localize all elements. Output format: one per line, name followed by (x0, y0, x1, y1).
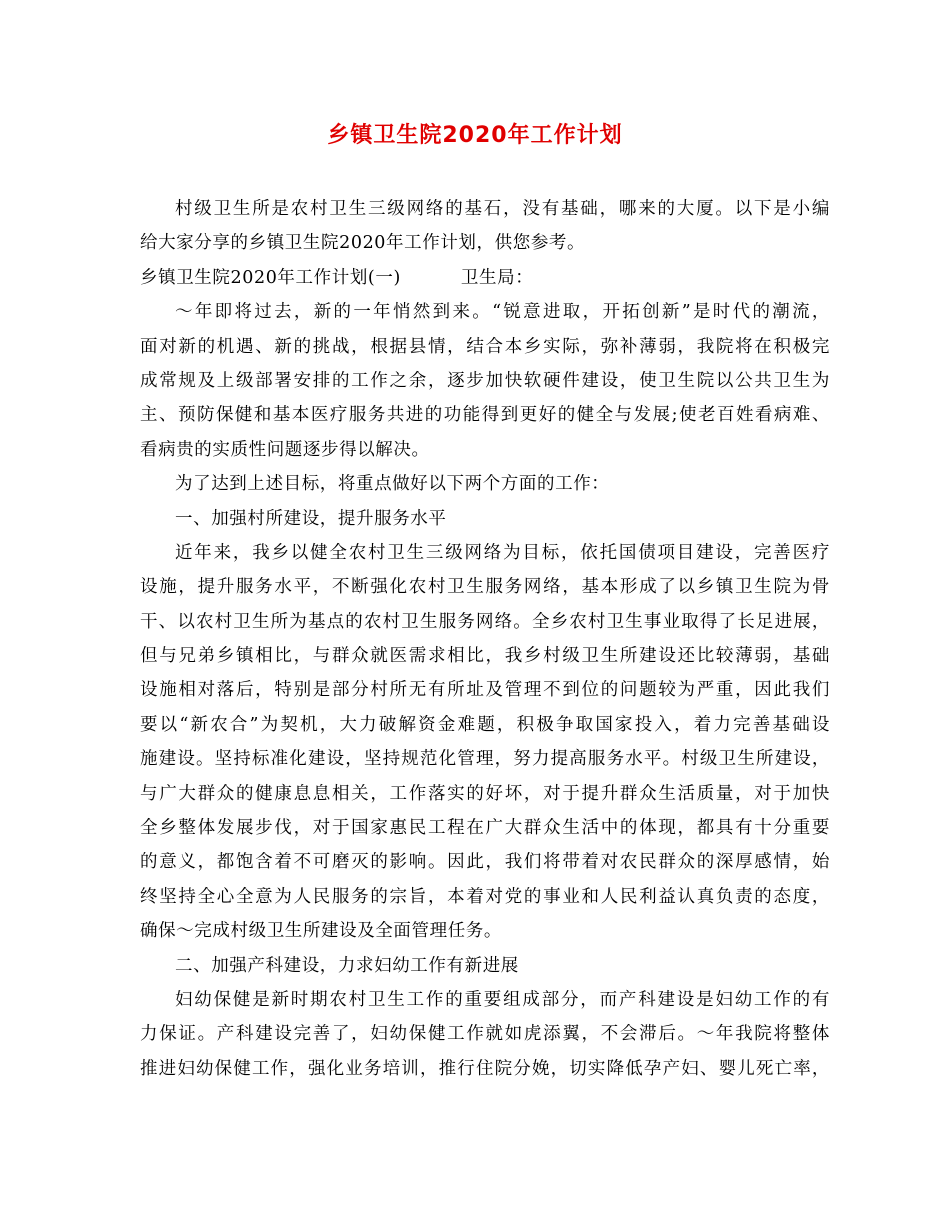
paragraph-line: 面对新的机遇、新的挑战，根据县情，结合本乡实际，弥补薄弱，我院将在积极完 (140, 336, 830, 357)
paragraph-line: ～年即将过去，新的一年悄然到来。“锐意进取，开拓创新”是时代的潮流， (175, 302, 830, 323)
document-body (140, 192, 830, 1086)
paragraph-line: 的意义，都饱含着不可磨灭的影响。因此，我们将带着对农民群众的深厚感情，始 (140, 852, 830, 873)
paragraph-line: 近年来，我乡以健全农村卫生三级网络为目标，依托国债项目建设，完善医疗 (175, 542, 830, 563)
salutation: 卫生局： (460, 267, 534, 288)
paragraph-line: 确保～完成村级卫生所建设及全面管理任务。 (140, 921, 502, 942)
paragraph-line: 要以“新农合”为契机，大力破解资金难题，积极争取国家投入，着力完善基础设 (140, 714, 830, 735)
paragraph-line: 看病贵的实质性问题逐步得以解决。 (140, 439, 430, 460)
paragraph-line: 成常规及上级部署安排的工作之余，逐步加快软硬件建设，使卫生院以公共卫生为 (140, 370, 830, 391)
section-heading: 二、加强产科建设，力求妇幼工作有新进展 (175, 955, 519, 976)
paragraph-line: 力保证。产科建设完善了，妇幼保健工作就如虎添翼，不会滞后。～年我院将整体 (140, 1024, 830, 1045)
paragraph-line: 设施相对落后，特别是部分村所无有所址及管理不到位的问题较为严重，因此我们 (140, 680, 830, 701)
paragraph-line: 为了达到上述目标，将重点做好以下两个方面的工作： (175, 474, 610, 495)
section-heading: 一、加强村所建设，提升服务水平 (175, 508, 447, 529)
section-heading-line (140, 261, 830, 295)
paragraph-line: 终坚持全心全意为人民服务的宗旨，本着对党的事业和人民利益认真负责的态度， (140, 886, 830, 907)
plan-heading: 乡镇卫生院2020年工作计划(一) (140, 267, 401, 288)
paragraph-line: 全乡整体发展步伐，对于国家惠民工程在广大群众生活中的体现，都具有十分重要 (140, 818, 830, 839)
paragraph-line: 给大家分享的乡镇卫生院2020年工作计划，供您参考。 (140, 233, 586, 254)
paragraph-line: 村级卫生所是农村卫生三级网络的基石，没有基础，哪来的大厦。以下是小编 (175, 199, 830, 219)
paragraph-line: 与广大群众的健康息息相关，工作落实的好坏，对于提升群众生活质量，对于加快 (140, 783, 830, 804)
paragraph-line: 施建设。坚持标准化建设，坚持规范化管理，努力提高服务水平。村级卫生所建设， (140, 749, 830, 770)
document-title: 乡镇卫生院2020年工作计划 (327, 123, 623, 148)
paragraph-line: 主、预防保健和基本医疗服务共进的功能得到更好的健全与发展;使老百姓看病难、 (140, 405, 830, 426)
paragraph-line: 但与兄弟乡镇相比，与群众就医需求相比，我乡村级卫生所建设还比较薄弱，基础 (140, 646, 830, 667)
paragraph-line: 设施，提升服务水平，不断强化农村卫生服务网络，基本形成了以乡镇卫生院为骨 (140, 577, 830, 598)
paragraph-line: 妇幼保健是新时期农村卫生工作的重要组成部分，而产科建设是妇幼工作的有 (175, 989, 830, 1010)
paragraph-line: 干、以农村卫生所为基点的农村卫生服务网络。全乡农村卫生事业取得了长足进展， (140, 611, 830, 632)
paragraph-line: 推进妇幼保健工作，强化业务培训，推行住院分娩，切实降低孕产妇、婴儿死亡率， (140, 1058, 830, 1079)
